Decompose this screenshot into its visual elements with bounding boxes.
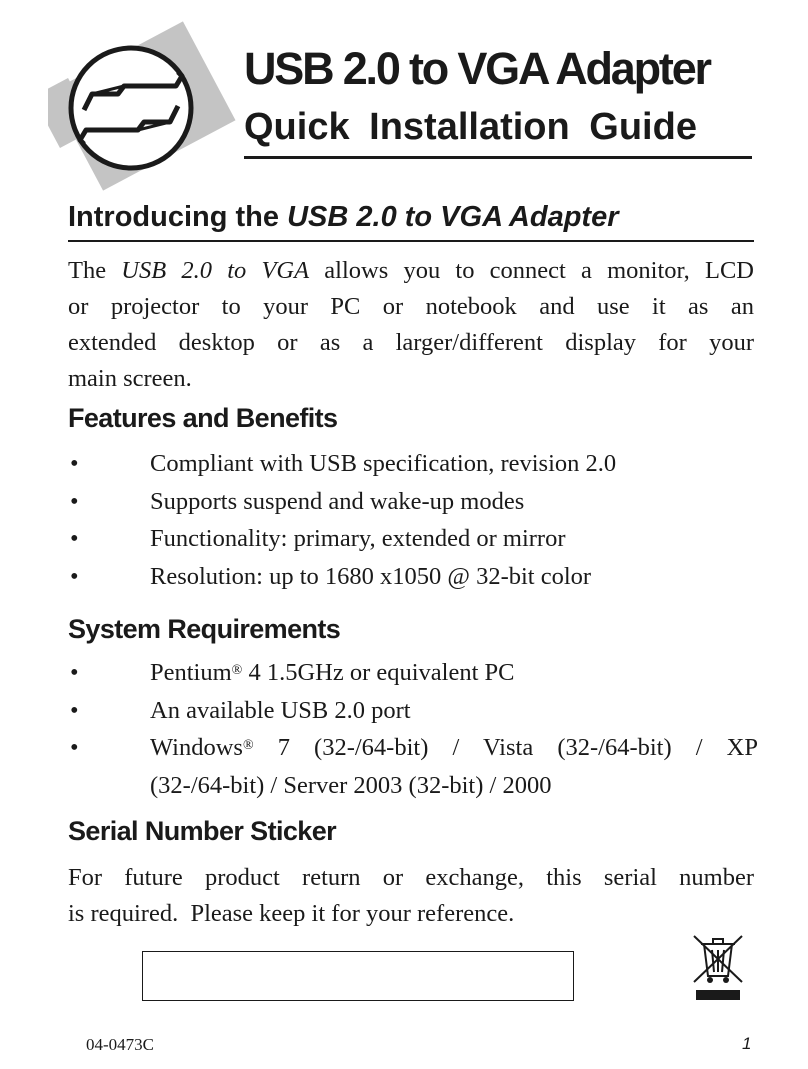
document-title: USB 2.0 to VGA Adapter	[244, 43, 710, 94]
serial-heading: Serial Number Sticker	[68, 816, 337, 846]
document-subtitle: Quick Installation Guide	[244, 106, 697, 148]
intro-heading-product: USB 2.0 to VGA Adapter	[287, 201, 619, 233]
intro-line: or projector to your PC or notebook and use it as an	[68, 293, 754, 320]
bullet: •	[70, 487, 79, 515]
crossed-out-wheelie-bin-icon	[690, 930, 746, 1002]
bullet: •	[70, 734, 79, 761]
siig-logo	[48, 14, 238, 194]
list-item	[68, 445, 758, 483]
list-item-text-part: Windows	[150, 734, 243, 761]
intro-divider	[68, 240, 754, 242]
intro-line: main screen.	[68, 365, 192, 392]
list-item	[68, 483, 758, 521]
list-item-text-continuation: (32-/64-bit) / Server 2003 (32-bit) / 2000	[150, 771, 552, 799]
list-item-text: Supports suspend and wake-up modes	[150, 487, 525, 515]
bullet: •	[70, 696, 79, 724]
list-item-text: Pentium	[150, 659, 232, 686]
list-item-text: Resolution: up to 1680 x1050 @ 32-bit color	[150, 562, 592, 590]
page-number: 1	[742, 1034, 752, 1053]
list-item-text: Compliant with USB specification, revision 2.0	[150, 450, 617, 477]
serial-line: is required. Please keep it for your reference.	[68, 900, 515, 927]
list-item-text: 4 1.5GHz or equivalent PC	[242, 659, 515, 686]
serial-line: For future product return or exchange, this serial number	[68, 864, 754, 891]
intro-line	[68, 253, 754, 289]
intro-line1-product: USB 2.0 to VGA	[121, 257, 310, 284]
list-item-text: Functionality: primary, extended or mirror	[150, 525, 566, 552]
title-divider	[244, 156, 752, 159]
features-heading: Features and Benefits	[68, 403, 338, 433]
bullet: •	[70, 659, 79, 686]
intro-line: extended desktop or as a larger/different display for your	[68, 329, 754, 356]
intro-heading	[68, 203, 619, 232]
list-item	[68, 692, 758, 730]
list-item	[68, 654, 758, 692]
intro-paragraph	[68, 253, 754, 397]
registered-mark: ®	[231, 663, 243, 678]
list-item-text-part: 7 (32-/64-bit) / Vista (32-/64-bit) / XP	[253, 734, 758, 761]
list-item	[68, 558, 758, 596]
serial-paragraph	[68, 860, 754, 932]
registered-mark: ®	[242, 738, 254, 753]
list-item	[68, 520, 758, 558]
document-code: 04-0473C	[86, 1035, 154, 1054]
bullet: •	[70, 562, 79, 590]
bullet: •	[70, 450, 79, 477]
intro-line1-prefix: The	[68, 257, 122, 284]
requirements-list	[68, 654, 758, 804]
intro-heading-prefix: Introducing the	[68, 201, 288, 233]
features-list	[68, 445, 758, 595]
serial-number-box	[142, 951, 574, 1001]
requirements-heading: System Requirements	[68, 614, 341, 644]
bullet: •	[70, 525, 79, 552]
list-item-text	[150, 729, 758, 767]
list-item	[68, 729, 758, 804]
list-item-text: An available USB 2.0 port	[150, 696, 411, 724]
intro-line1-suffix: allows you to connect a monitor, LCD	[309, 257, 754, 284]
